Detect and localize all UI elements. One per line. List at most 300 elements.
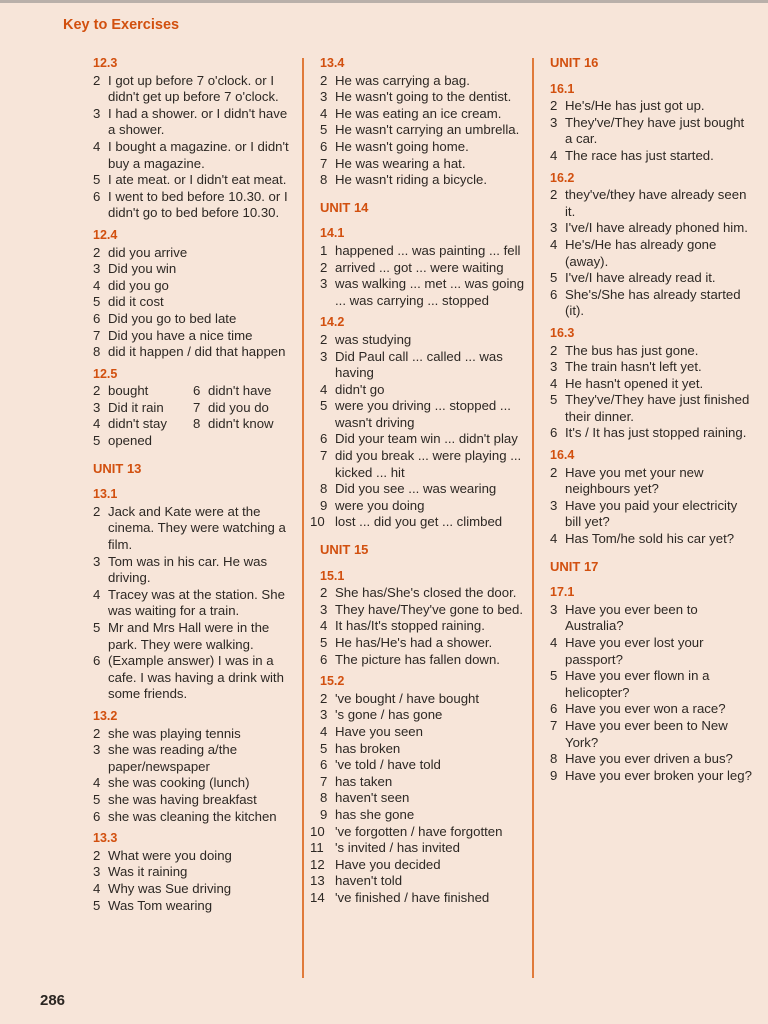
unit-heading: UNIT 14 <box>320 199 369 215</box>
unit-heading: UNIT 15 <box>320 542 369 558</box>
answer-text: I had a shower. or I didn't have a shower. <box>108 105 288 138</box>
unit-heading: UNIT 17 <box>550 558 599 574</box>
answer-text: Did you go to bed late <box>108 310 237 326</box>
column-2 <box>310 55 525 907</box>
answer-number: 3 <box>93 864 101 880</box>
answer-number: 3 <box>550 114 558 130</box>
answer-number: 4 <box>320 723 328 739</box>
exercise-list <box>93 383 193 449</box>
answer-number: 6 <box>550 286 558 302</box>
answer-number: 14 <box>310 889 325 905</box>
answer-text: They've/They have just finished their dinner. <box>565 392 750 424</box>
answer-number: 5 <box>93 172 101 188</box>
answer-text: Tracey was at the station. She was waiting for a train. <box>108 586 285 619</box>
answer-item <box>93 416 193 433</box>
answer-text: Did your team win ... didn't play <box>335 431 518 447</box>
answer-item <box>320 652 525 669</box>
exercise-label: 14.2 <box>320 315 345 330</box>
answer-text: What were you doing <box>108 847 232 863</box>
exercise-list <box>310 690 525 907</box>
answer-item <box>550 668 755 701</box>
answer-text: was studying <box>335 331 412 347</box>
answer-item <box>93 261 293 278</box>
answer-text: has she gone <box>335 806 415 822</box>
answer-text: Did you win <box>108 261 177 277</box>
answer-number: 2 <box>550 98 558 114</box>
exercise-list <box>550 602 755 785</box>
answer-item <box>93 554 293 587</box>
exercise-label: 15.2 <box>320 674 345 689</box>
answer-item <box>320 585 525 602</box>
answer-text: Jack and Kate were at the cinema. They were watching a film. <box>108 503 286 553</box>
answer-text: bought <box>108 383 149 399</box>
answer-item <box>93 848 293 865</box>
answer-item <box>93 809 293 826</box>
unit-heading: UNIT 13 <box>93 460 142 476</box>
answer-item <box>320 89 525 106</box>
top-border <box>0 0 768 3</box>
answer-number: 2 <box>93 244 101 260</box>
exercise-list <box>550 187 755 320</box>
answer-item <box>310 840 525 857</box>
answer-number: 5 <box>93 433 101 449</box>
answer-text: Have you ever lost your passport? <box>565 635 704 667</box>
answer-text: has broken <box>335 740 401 756</box>
answer-number: 5 <box>320 122 328 138</box>
exercise-label: 16.2 <box>550 170 575 185</box>
answer-number: 6 <box>320 757 328 773</box>
answer-text: I bought a magazine. or I didn't buy a magazine. <box>108 138 289 171</box>
answer-number: 5 <box>550 668 558 684</box>
answer-text: He was carrying a bag. <box>335 72 470 88</box>
answer-text: Has Tom/he sold his car yet? <box>565 531 735 547</box>
exercise-label: 12.3 <box>93 56 118 70</box>
answer-item <box>320 122 525 139</box>
exercise-label: 16.4 <box>550 448 575 463</box>
answer-number: 3 <box>93 261 101 277</box>
answer-text: did it cost <box>108 294 164 310</box>
answer-number: 7 <box>193 399 201 415</box>
answer-text: He has/He's had a shower. <box>335 635 493 650</box>
answer-number: 2 <box>93 847 101 863</box>
answer-item <box>193 416 293 433</box>
answer-item <box>320 332 525 349</box>
answer-item <box>320 349 525 382</box>
answer-item <box>93 881 293 898</box>
answer-item <box>320 635 525 652</box>
answer-item <box>93 400 193 417</box>
answer-number: 3 <box>320 89 328 105</box>
answer-text: I've/I have already phoned him. <box>565 220 748 236</box>
answer-number: 8 <box>93 344 101 360</box>
answer-number: 12 <box>310 856 325 872</box>
answer-text: she was reading a/the paper/newspaper <box>108 742 238 774</box>
exercise-list <box>93 245 293 361</box>
answer-number: 4 <box>550 236 558 252</box>
answer-text: haven't told <box>335 873 403 889</box>
answer-number: 2 <box>93 503 101 519</box>
column-3 <box>550 55 755 784</box>
column-divider <box>532 58 534 978</box>
answer-item <box>550 115 755 148</box>
answer-text: didn't stay <box>108 416 167 432</box>
answer-item <box>320 807 525 824</box>
exercise-list <box>550 98 755 164</box>
answer-number: 5 <box>550 392 558 408</box>
answer-item <box>310 514 525 531</box>
answer-text: she was cleaning the kitchen <box>108 808 277 824</box>
exercise-label: 17.1 <box>550 585 575 600</box>
exercise-list <box>310 331 525 531</box>
answer-number: 3 <box>320 601 328 617</box>
answer-text: He wasn't riding a bicycle. <box>335 172 488 188</box>
answer-number: 3 <box>93 105 101 121</box>
answer-text: Have you ever been to Australia? <box>565 601 698 634</box>
answer-number: 9 <box>550 767 558 783</box>
answer-text: Did Paul call ... called ... was having <box>335 348 503 381</box>
answer-number: 8 <box>550 751 558 767</box>
answer-text: she was having breakfast <box>108 791 257 807</box>
page-number: 286 <box>40 992 66 1009</box>
column-divider <box>302 58 304 978</box>
answer-number: 3 <box>320 348 328 364</box>
answer-text: were you doing <box>335 497 425 513</box>
answer-item <box>320 481 525 498</box>
answer-item <box>320 243 525 260</box>
answer-item <box>550 392 755 425</box>
answer-number: 6 <box>320 651 328 667</box>
answer-number: 2 <box>320 585 328 601</box>
exercise-label: 16.3 <box>550 325 575 340</box>
answer-number: 5 <box>320 398 328 414</box>
answer-text: The race has just started. <box>565 147 714 163</box>
answer-number: 2 <box>320 690 328 706</box>
answer-text: He's/He has already gone (away). <box>565 236 717 269</box>
answer-text: arrived ... got ... were waiting <box>335 259 504 275</box>
answer-item <box>93 73 293 106</box>
exercise-label: 13.1 <box>93 487 118 502</box>
answer-item <box>550 98 755 115</box>
answer-number: 4 <box>93 277 101 293</box>
answer-number: 8 <box>193 416 201 432</box>
answer-text: He was eating an ice cream. <box>335 105 502 121</box>
exercise-label: 16.1 <box>550 81 575 96</box>
answer-number: 7 <box>320 155 328 171</box>
answer-item <box>550 220 755 237</box>
answer-number: 10 <box>310 514 325 530</box>
exercise-label: 12.5 <box>93 366 118 381</box>
answer-item <box>320 172 525 189</box>
answer-item <box>320 691 525 708</box>
answer-item <box>550 531 755 548</box>
answer-number: 8 <box>320 481 328 497</box>
answer-text: Tom was in his car. He was driving. <box>108 553 268 586</box>
answer-number: 4 <box>320 618 328 634</box>
answer-number: 5 <box>550 270 558 286</box>
answer-text: Have you ever broken your leg? <box>565 767 752 783</box>
answer-number: 6 <box>193 383 201 399</box>
answer-text: Have you paid your electricity bill yet? <box>565 497 738 530</box>
answer-text: I've/I have already read it. <box>565 270 716 286</box>
answer-item <box>93 898 293 915</box>
answer-item <box>93 726 293 743</box>
answer-text: was walking ... met ... was going ... was carrying ... stopped <box>335 276 525 308</box>
answer-number: 7 <box>93 327 101 343</box>
answer-item <box>550 270 755 287</box>
exercise-list <box>320 73 525 189</box>
answer-item <box>320 602 525 619</box>
answer-number: 4 <box>550 531 558 547</box>
exercise-list <box>320 243 525 309</box>
answer-item <box>550 465 755 498</box>
answer-item <box>550 343 755 360</box>
answer-number: 5 <box>93 791 101 807</box>
exercise-label: 14.1 <box>320 226 345 241</box>
answer-number: 6 <box>93 310 101 326</box>
answer-text: She has/She's closed the door. <box>335 585 517 601</box>
answer-item <box>550 376 755 393</box>
answer-text: Why was Sue driving <box>108 880 232 896</box>
answer-item <box>550 237 755 270</box>
exercise-list <box>193 383 293 449</box>
page-title: Key to Exercises <box>63 17 180 33</box>
answer-item <box>550 751 755 768</box>
answer-item <box>193 383 293 400</box>
answer-text: Have you ever been to New York? <box>565 717 728 750</box>
answer-item <box>320 707 525 724</box>
exercise-label: 13.2 <box>93 708 118 723</box>
answer-number: 4 <box>93 586 101 602</box>
two-column-answers <box>93 383 293 449</box>
answer-item <box>93 328 293 345</box>
answer-text: Have you ever flown in a helicopter? <box>565 668 710 700</box>
answer-number: 3 <box>320 276 328 292</box>
answer-item <box>93 742 293 775</box>
answer-number: 6 <box>550 701 558 717</box>
answer-text: He wasn't going to the dentist. <box>335 89 512 105</box>
answer-number: 4 <box>93 416 101 432</box>
answer-item <box>93 587 293 620</box>
answer-text: did it happen / did that happen <box>108 344 286 360</box>
answer-text: they've/they have already seen it. <box>565 187 747 219</box>
answer-item <box>320 431 525 448</box>
answer-item <box>550 187 755 220</box>
answer-text: did you do <box>208 399 269 415</box>
answer-text: Have you ever driven a bus? <box>565 751 733 767</box>
answer-item <box>320 139 525 156</box>
answer-number: 4 <box>93 880 101 896</box>
answer-text: 've bought / have bought <box>335 690 480 706</box>
answer-item <box>550 425 755 442</box>
answer-number: 5 <box>93 897 101 913</box>
exercise-list <box>93 848 293 914</box>
answer-number: 8 <box>320 172 328 188</box>
answer-number: 7 <box>320 773 328 789</box>
answer-item <box>93 775 293 792</box>
answer-item <box>320 757 525 774</box>
answer-text: I went to bed before 10.30. or I didn't go to bed before 10.30. <box>108 188 288 221</box>
answer-number: 2 <box>320 259 328 275</box>
answer-number: 2 <box>550 342 558 358</box>
answer-item <box>310 889 525 907</box>
answer-text: opened <box>108 433 153 449</box>
answer-number: 4 <box>320 105 328 121</box>
answer-number: 4 <box>93 775 101 791</box>
answer-number: 3 <box>550 220 558 236</box>
answer-text: Did you have a nice time <box>108 327 253 343</box>
answer-text: (Example answer) I was in a cafe. I was having a drink with some friends. <box>108 653 284 702</box>
answer-item <box>93 106 293 139</box>
answer-number: 2 <box>320 331 328 347</box>
answer-text: Was it raining <box>108 864 188 880</box>
answer-number: 4 <box>550 635 558 650</box>
answer-item <box>93 792 293 809</box>
answer-number: 3 <box>93 553 101 569</box>
answer-text: They've/They have just bought a car. <box>565 114 745 147</box>
answer-text: They have/They've gone to bed. <box>335 601 523 617</box>
answer-text: has taken <box>335 773 393 789</box>
answer-item <box>93 189 293 222</box>
answer-text: she was cooking (lunch) <box>108 775 250 791</box>
answer-text: The bus has just gone. <box>565 342 699 358</box>
answer-item <box>310 856 525 874</box>
answer-item <box>93 433 193 450</box>
answer-text: I got up before 7 o'clock. or I didn't get up before 7 o'clock. <box>108 72 279 105</box>
answer-text: haven't seen <box>335 790 410 806</box>
answer-text: He wasn't carrying an umbrella. <box>335 122 520 138</box>
exercise-list <box>320 585 525 668</box>
answer-number: 4 <box>320 381 328 397</box>
answer-item <box>193 400 293 417</box>
answer-text: It's / It has just stopped raining. <box>565 425 747 441</box>
answer-item <box>93 311 293 328</box>
exercise-list <box>550 465 755 548</box>
answer-item <box>550 287 755 320</box>
answer-item <box>320 260 525 277</box>
answer-text: Have you met your new neighbours yet? <box>565 464 704 497</box>
answer-number: 3 <box>550 601 558 617</box>
answer-item <box>550 718 755 751</box>
answer-number: 3 <box>93 742 101 758</box>
answer-text: happened ... was painting ... fell <box>335 242 521 258</box>
answer-text: Did you see ... was wearing <box>335 481 497 497</box>
answer-number: 3 <box>93 399 101 415</box>
answer-number: 5 <box>93 620 101 635</box>
answer-text: The train hasn't left yet. <box>565 359 702 375</box>
answer-item <box>320 448 525 481</box>
answer-item <box>320 724 525 741</box>
answer-item <box>93 245 293 262</box>
answer-item <box>320 73 525 90</box>
answer-number: 4 <box>550 147 558 163</box>
answer-item <box>310 873 525 890</box>
exercise-label: 13.3 <box>93 831 118 846</box>
answer-item <box>320 276 525 309</box>
answer-item <box>93 278 293 295</box>
answer-number: 7 <box>550 717 558 733</box>
answer-item <box>320 741 525 758</box>
answer-item <box>310 823 525 841</box>
answer-number: 6 <box>320 431 328 447</box>
answer-text: I ate meat. or I didn't eat meat. <box>108 172 287 188</box>
answer-text: He hasn't opened it yet. <box>565 375 704 391</box>
answer-number: 11 <box>310 840 324 856</box>
answer-number: 6 <box>93 188 101 204</box>
exercise-list <box>93 504 293 703</box>
answer-number: 4 <box>93 138 101 154</box>
answer-number: 4 <box>550 375 558 391</box>
answer-text: were you driving ... stopped ... wasn't driving <box>335 398 511 430</box>
answer-text: Was Tom wearing <box>108 897 213 913</box>
answer-number: 2 <box>93 72 101 88</box>
column-1 <box>93 55 293 914</box>
answer-number: 2 <box>550 464 558 480</box>
answer-number: 6 <box>93 653 101 669</box>
answer-item <box>93 294 293 311</box>
answer-number: 9 <box>320 806 328 822</box>
answer-number: 2 <box>93 383 101 399</box>
answer-text: The picture has fallen down. <box>335 651 500 667</box>
answer-item <box>93 864 293 881</box>
answer-number: 7 <box>320 448 328 464</box>
unit-heading: UNIT 16 <box>550 55 599 70</box>
answer-text: 's gone / has gone <box>335 707 443 723</box>
answer-text: didn't know <box>208 416 274 432</box>
answer-item <box>320 156 525 173</box>
answer-text: 've told / have told <box>335 757 441 773</box>
answer-text: It has/It's stopped raining. <box>335 618 485 634</box>
answer-number: 3 <box>550 497 558 513</box>
answer-number: 3 <box>550 359 558 375</box>
answer-number: 6 <box>550 425 558 441</box>
answer-text: Have you ever won a race? <box>565 701 726 717</box>
answer-number: 6 <box>93 808 101 824</box>
answer-text: she was playing tennis <box>108 725 241 741</box>
answer-item <box>93 620 293 653</box>
answer-item <box>93 383 193 400</box>
answer-number: 5 <box>93 294 101 310</box>
answer-text: 've finished / have finished <box>335 889 490 905</box>
answer-text: didn't go <box>335 381 385 397</box>
answer-number: 9 <box>320 497 328 513</box>
answer-item <box>550 768 755 785</box>
answer-item <box>320 498 525 515</box>
answer-item <box>320 774 525 791</box>
answer-item <box>320 398 525 431</box>
answer-text: did you break ... were playing ... kicked ... hit <box>335 448 522 480</box>
answer-text: He wasn't going home. <box>335 138 469 154</box>
answer-item <box>550 701 755 718</box>
answer-text: 's invited / has invited <box>335 840 460 856</box>
answer-text: Have you seen <box>335 723 423 739</box>
answer-number: 5 <box>320 740 328 756</box>
exercise-label: 13.4 <box>320 56 345 70</box>
answer-item <box>320 382 525 399</box>
answer-text: did you arrive <box>108 244 188 260</box>
answer-item <box>93 344 293 361</box>
answer-number: 3 <box>320 707 328 723</box>
answer-item <box>93 653 293 703</box>
exercise-list <box>93 726 293 826</box>
answer-text: He's/He has just got up. <box>565 98 705 114</box>
answer-item <box>320 790 525 807</box>
answer-text: He was wearing a hat. <box>335 155 466 171</box>
answer-text: Mr and Mrs Hall were in the park. They were walking. <box>108 620 270 652</box>
exercise-label: 12.4 <box>93 227 118 242</box>
answer-text: lost ... did you get ... climbed <box>335 514 503 530</box>
answer-number: 6 <box>320 138 328 154</box>
answer-item <box>93 504 293 554</box>
